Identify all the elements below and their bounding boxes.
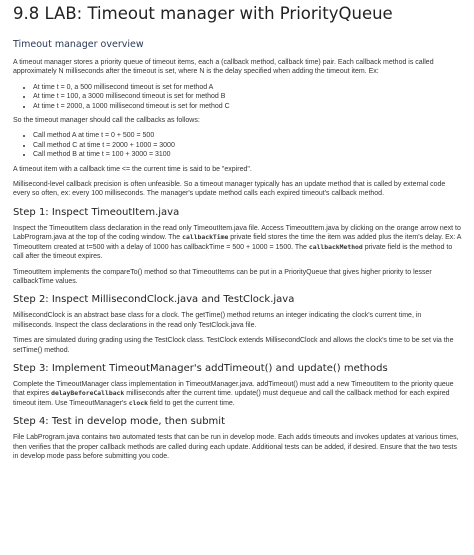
step-3-paragraph-1 (13, 380, 462, 408)
list-item: • Call method A at time t = 0 + 500 = 500 (33, 131, 462, 140)
text-run: milliseconds after the current time. update() must dequeue and call the callback method for each expired timeout item. Use TimeoutManager's (13, 390, 450, 407)
text-run: private field stores the time the item was added plus the item's delay. Ex: A TimeoutItem created at t=500 with a delay of 1000 has callbackTime = 500 + 1000 = 1500. The (13, 234, 462, 251)
text-run: Inspect the TimeoutItem class declaration in the read only TimeoutItem.java file. Access TimeoutItem.java by clicking on the orange arrow next to LabProgram.java at the top of the coding window. The (13, 224, 461, 242)
text-run: Complete the TimeoutManager class implementation in TimeoutManager.java. addTimeout() must add a new TimeoutItem to the priority queue that expires (13, 380, 454, 398)
step-2-paragraph-1: MillisecondClock is an abstract base class for a clock. The getTime() method returns an integer indicating the clock's current time, in milliseconds. Inspect the class declarations in the read only TestClock.java file. (13, 312, 422, 329)
list-item: • Call method B at time t = 100 + 3000 = 3100 (33, 150, 462, 159)
delay-code: delayBeforeCallback (51, 389, 125, 398)
list-item: • At time t = 100, a 3000 millisecond timeout is set for method B (33, 92, 462, 101)
text-run: field to get the current time. (147, 399, 235, 407)
list-item: • At time t = 0, a 500 millisecond timeout is set for method A (33, 83, 462, 92)
clock-code: clock (128, 398, 148, 407)
overview-paragraph-1: A timeout manager stores a priority queue of timeout items, each a (callback method, callback time) pair. Each callback method is called approximately N milliseconds after the timeout is set, where N is the delay specified when adding the timeout item. Ex: (13, 59, 434, 76)
list-item: • At time t = 2000, a 1000 millisecond timeout is set for method C (33, 102, 462, 111)
step-1-heading: Step 1: Inspect TimeoutItem.java (13, 206, 180, 218)
step-3-heading: Step 3: Implement TimeoutManager's addTimeout() and update() methods (13, 362, 388, 374)
timeout-example-list (13, 83, 462, 111)
step-2-paragraph-2: Times are simulated during grading using the TestClock class. TestClock extends MillisecondClock and allows the clock's time to be set via the setTime() method. (13, 337, 454, 354)
step-1-paragraph-2: TimeoutItem implements the compareTo() method so that TimeoutItems can be put in a PriorityQueue that gives higher priority to lesser callbackTime values. (13, 268, 432, 285)
step-2-heading: Step 2: Inspect MillisecondClock.java and TestClock.java (13, 294, 295, 306)
overview-paragraph-4: Millisecond-level callback precision is often unfeasible. So a timeout manager typically has an update method that is called by external code every so often, ex: every 100 milliseconds. The manager's update method calls each expired timeout's callback method. (13, 181, 446, 198)
overview-paragraph-2: So the timeout manager should call the callbacks as follows: (13, 117, 200, 125)
step-4-paragraph-1: File LabProgram.java contains two automated tests that can be run in develop mode. Each adds timeouts and invokes updates at various times, then verifies that the proper callback methods are called during each update. Additional tests can be added, if desired. Ensure that the two tests in develop mode pass before submitting you code. (13, 434, 459, 460)
step-4-heading: Step 4: Test in develop mode, then submit (13, 416, 225, 428)
list-item: • Call method C at time t = 2000 + 1000 = 3000 (33, 141, 462, 150)
page-title: 9.8 LAB: Timeout manager with PriorityQueue (13, 4, 393, 23)
callback-time-code: callbackTime (182, 233, 229, 242)
overview-paragraph-3: A timeout item with a callback time <= the current time is said to be "expired". (13, 165, 252, 173)
callback-method-code: callbackMethod (308, 242, 363, 251)
step-1-paragraph-1 (13, 224, 462, 262)
overview-heading: Timeout manager overview (13, 39, 144, 50)
callback-order-list (13, 131, 462, 159)
text-run: private field is the method to call after the timeout expires. (13, 243, 453, 261)
